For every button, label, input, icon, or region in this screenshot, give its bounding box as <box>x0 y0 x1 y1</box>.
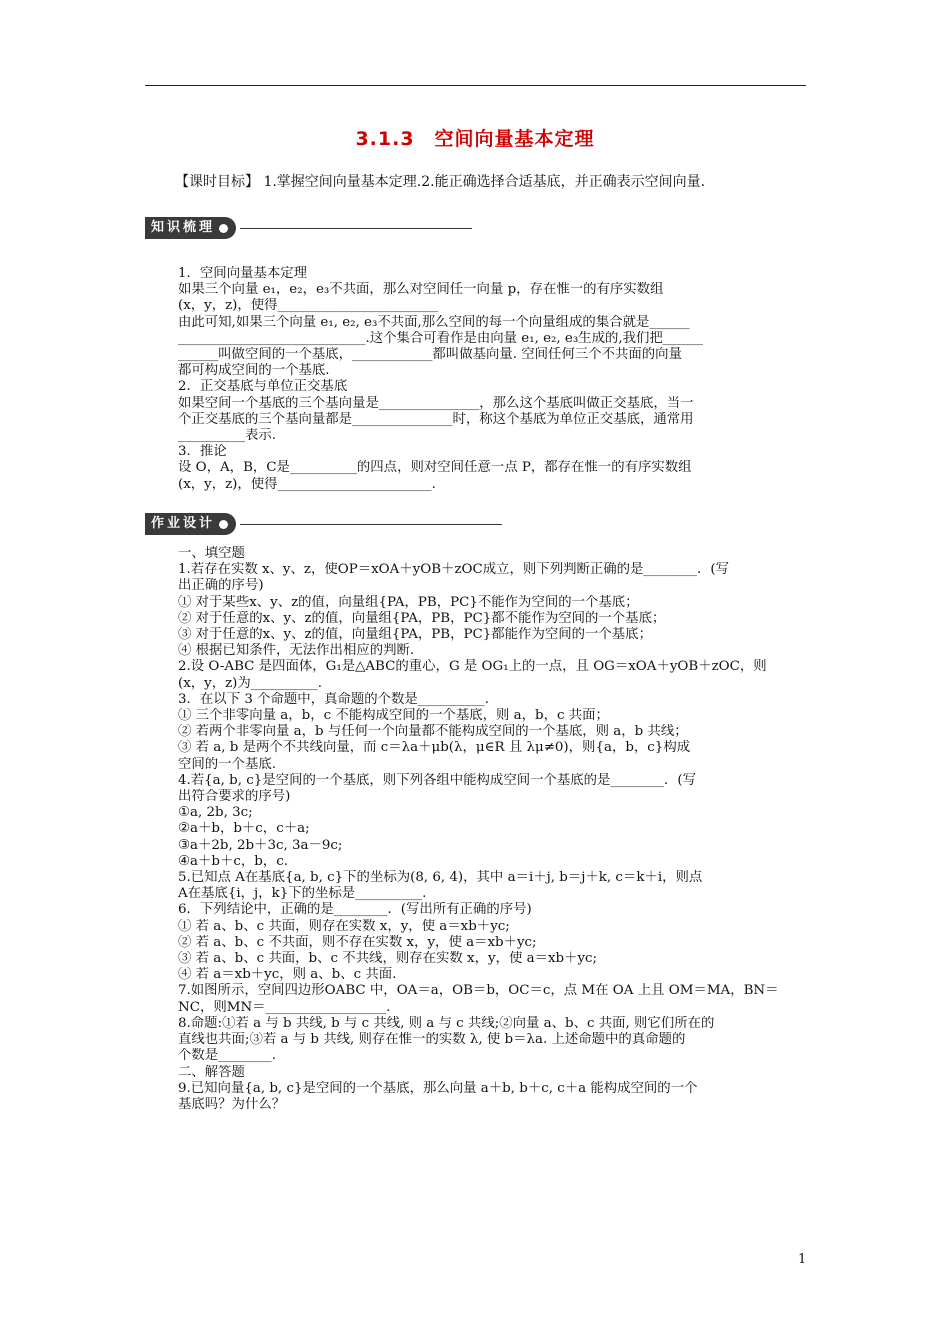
text-line: ④ 若 a＝xb＋yc，则 a、b、c 共面. <box>178 967 397 983</box>
text-line: 由此可知,如果三个向量 e₁, e₂, e₃不共面,那么空间的每一个向量组成的集合就是______ <box>178 314 690 330</box>
text-line: ______叫做空间的一个基底，____________都叫做基向量. 空间任何三个不共面的向量 <box>178 347 682 363</box>
section-homework-label <box>145 513 236 535</box>
bullet-dot-icon <box>219 224 228 233</box>
lesson-objectives <box>175 172 815 192</box>
text-line: ② 若两个非零向量 a，b 与任何一个向量都不能构成空间的一个基底，则 a，b 共线； <box>178 724 688 740</box>
text-line: ①a, 2b, 3c; <box>178 805 253 821</box>
text-line: 8.命题:①若 a 与 b 共线, b 与 c 共线, 则 a 与 c 共线;②向量 a、b、c 共面, 则它们所在的 <box>178 1015 715 1031</box>
text-line: 如果空间一个基底的三个基向量是_______________，那么这个基底叫做正交基底，当一 <box>178 395 694 411</box>
section-knowledge-rule <box>240 228 472 229</box>
text-line: (x，y，z)，使得_______________________. <box>178 476 436 492</box>
text-line: ① 三个非零向量 a，b，c 不能构成空间的一个基底，则 a，b，c 共面； <box>178 708 609 724</box>
page-number: 1 <box>798 1252 807 1267</box>
text-line: 3．在以下 3 个命题中，真命题的个数是__________. <box>178 691 490 707</box>
text-line: ③ 若 a, b 是两个不共线向量，而 c＝λa＋μb(λ，μ∈R 且 λμ≠0)，则{a，b，c}构成 <box>178 740 691 756</box>
knowledge-content <box>178 266 808 493</box>
text-line: 直线也共面;③若 a 与 b 共线, 则存在惟一的实数 λ, 使 b＝λa. 上述命题中的真命题的 <box>178 1032 686 1048</box>
text-line: (x，y，z)，使得________________________ <box>178 298 439 314</box>
text-line: ③a＋2b, 2b＋3c, 3a－9c; <box>178 837 343 853</box>
page-title: 3.1.3 空间向量基本定理 <box>355 128 595 150</box>
text-line: A在基底{i，j，k}下的坐标是__________. <box>178 886 427 902</box>
text-line: (x，y，z)为__________. <box>178 675 323 691</box>
text-line: 7.如图所示，空间四边形OABC 中，OA＝a，OB＝b，OC＝c，点 M在 OA 上且 OM＝MA，BN＝ <box>178 983 779 999</box>
text-line: 3．推论 <box>178 444 227 460</box>
text-line: ____________________________.这个集合可看作是由向量 e₁, e₂, e₃生成的,我们把______ <box>178 330 703 346</box>
section-knowledge <box>145 217 472 239</box>
bullet-dot-icon <box>219 520 228 529</box>
text-line: 4.若{a, b, c}是空间的一个基底，则下列各组中能构成空间一个基底的是________．(写 <box>178 772 697 788</box>
text-line: 设 O，A，B，C是__________的四点，则对空间任意一点 P，都存在惟一的有序实数组 <box>178 460 692 476</box>
text-line: 基底吗？为什么？ <box>178 1096 286 1112</box>
text-line: 出符合要求的序号) <box>178 789 291 805</box>
text-line: 9.已知向量{a, b, c}是空间的一个基底，那么向量 a＋b, b＋c, c＋a 能构成空间的一个 <box>178 1080 698 1096</box>
section-knowledge-label <box>145 217 236 239</box>
text-line: 6．下列结论中，正确的是________．(写出所有正确的序号) <box>178 902 532 918</box>
text-line: NC，则MN＝__________________. <box>178 999 391 1015</box>
text-line: 二、解答题 <box>178 1064 245 1080</box>
text-line: ① 若 a、b、c 共面，则存在实数 x，y，使 a＝xb＋yc; <box>178 918 510 934</box>
section-homework <box>145 513 502 535</box>
text-line: 都可构成空间的一个基底. <box>178 363 330 379</box>
text-line: ② 若 a、b、c 不共面，则不存在实数 x，y，使 a＝xb＋yc; <box>178 934 537 950</box>
section-knowledge-text: 知识梳理 <box>151 220 216 235</box>
text-line: ② 对于任意的x、y、z的值，向量组{PA，PB，PC}都不能作为空间的一个基底； <box>178 610 666 626</box>
text-line: 空间的一个基底. <box>178 756 276 772</box>
text-line: 5.已知点 A在基底{a, b, c}下的坐标为(8, 6, 4)，其中 a＝i＋j, b＝j＋k, c＝k＋i，则点 <box>178 870 703 886</box>
text-line: 如果三个向量 e₁，e₂，e₃不共面，那么对空间任一向量 p，存在惟一的有序实数组 <box>178 282 664 298</box>
text-line: 一、填空题 <box>178 546 245 561</box>
text-line: ③ 若 a、b、c 共面，b、c 不共线，则存在实数 x，y，使 a＝xb＋yc; <box>178 951 598 967</box>
objectives-text: 1.掌握空间向量基本定理.2.能正确选择合适基底，并正确表示空间向量. <box>263 174 706 190</box>
text-line: ④a＋b＋c，b，c. <box>178 853 288 869</box>
text-line: 出正确的序号) <box>178 578 264 594</box>
header-rule <box>145 85 806 86</box>
text-line: ②a＋b，b＋c，c＋a; <box>178 821 310 837</box>
section-homework-text: 作业设计 <box>151 516 216 531</box>
text-line: 2．正交基底与单位正交基底 <box>178 379 348 395</box>
text-line: 2.设 O-ABC 是四面体，G₁是△ABC的重心，G 是 OG₁上的一点，且 OG＝xOA＋yOB＋zOC，则 <box>178 659 767 675</box>
text-line: 个正交基底的三个基向量都是_______________时，称这个基底为单位正交基底，通常用 <box>178 411 694 427</box>
objectives-tag: 【课时目标】 <box>175 174 259 190</box>
text-line: ④ 根据已知条件，无法作出相应的判断. <box>178 643 415 659</box>
text-line: 1.若存在实数 x、y、z，使OP＝xOA＋yOB＋zOC成立，则下列判断正确的是________．(写 <box>178 562 729 578</box>
text-line: 个数是________. <box>178 1048 276 1064</box>
section-homework-rule <box>240 524 502 525</box>
text-line: ③ 对于任意的x、y、z的值，向量组{PA，PB，PC}都能作为空间的一个基底； <box>178 627 652 643</box>
text-line: __________表示. <box>178 428 276 444</box>
homework-content <box>178 546 808 1113</box>
text-line: ① 对于某些x、y、z的值，向量组{PA，PB，PC}不能作为空间的一个基底； <box>178 594 639 610</box>
text-line: 1．空间向量基本定理 <box>178 266 308 281</box>
